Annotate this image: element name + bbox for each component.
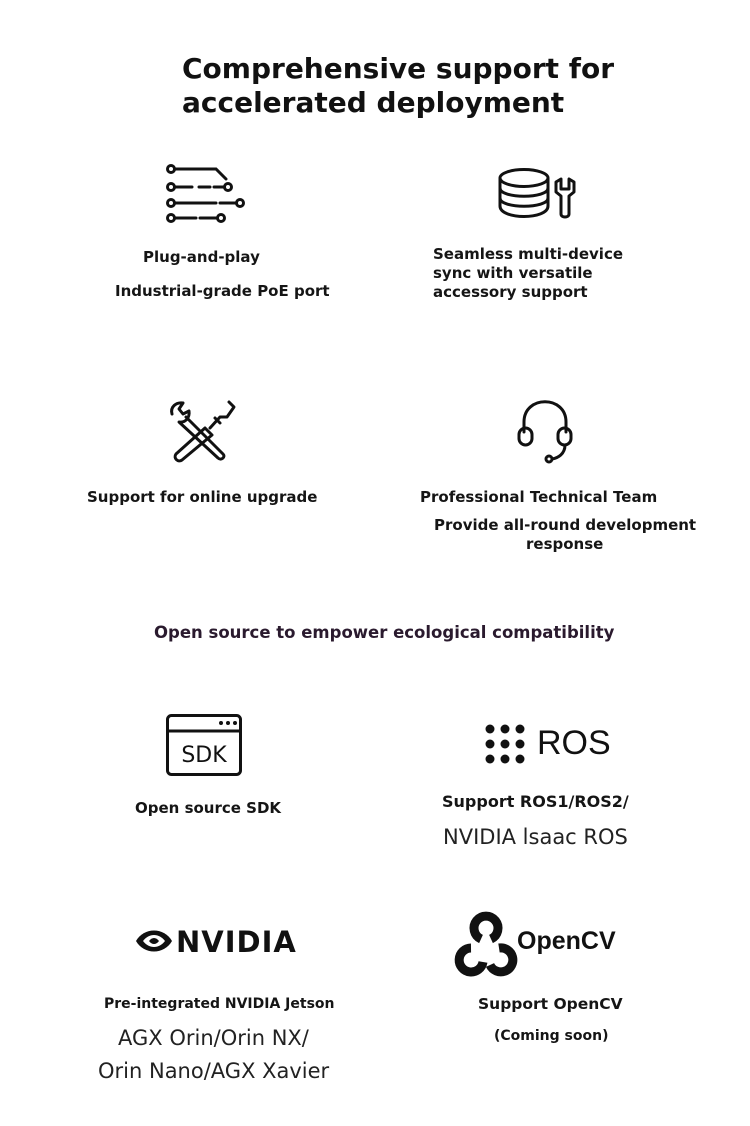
opencv-line-1: Support OpenCV <box>478 995 623 1013</box>
feature-poe-line-1: Plug-and-play <box>143 248 260 266</box>
nvidia-line-2: AGX Orin/Orin NX/ <box>118 1026 309 1050</box>
page-title <box>182 52 614 120</box>
opencv-icon <box>457 915 515 971</box>
feature-poe-line-2: Industrial-grade PoE port <box>115 282 330 300</box>
feature-team-line-2: Provide all-round development <box>434 516 697 534</box>
tools-icon <box>168 400 236 464</box>
feature-sync-line-3: accessory support <box>433 283 588 301</box>
feature-upgrade-line-1: Support for online upgrade <box>87 488 318 506</box>
ros-dots-icon <box>485 724 525 764</box>
ros-line-1: Support ROS1/ROS2/ <box>442 792 629 811</box>
feature-team-line-1: Professional Technical Team <box>420 488 658 506</box>
nvidia-eye-icon <box>134 923 174 959</box>
nvidia-line-1: Pre-integrated NVIDIA Jetson <box>104 996 335 1012</box>
feature-team-line-3: response <box>526 535 604 553</box>
nvidia-line-3: Orin Nano/AGX Xavier <box>98 1059 330 1083</box>
page-title-line-2: accelerated deployment <box>182 86 565 119</box>
ros-line-2: NVIDIA lsaac ROS <box>443 825 628 849</box>
page-title-line-1: Comprehensive support for <box>182 52 615 85</box>
ros-logo-text: ROS <box>537 724 611 762</box>
headset-icon <box>516 398 574 462</box>
opencv-logo-text: OpenCV <box>517 927 616 955</box>
feature-sync-line-2: sync with versatile <box>433 264 593 282</box>
database-wrench-icon <box>498 168 580 220</box>
feature-sync-line-1: Seamless multi-device <box>433 245 624 263</box>
nvidia-logo-text: NVIDIA <box>176 925 297 959</box>
circuit-icon <box>166 165 248 225</box>
sdk-label: Open source SDK <box>135 799 282 817</box>
section-ecosystem-title: Open source to empower ecological compatibility <box>154 623 615 642</box>
sdk-icon <box>166 714 242 776</box>
sdk-icon-text: SDK <box>181 743 227 768</box>
opencv-line-2: (Coming soon) <box>494 1028 609 1044</box>
